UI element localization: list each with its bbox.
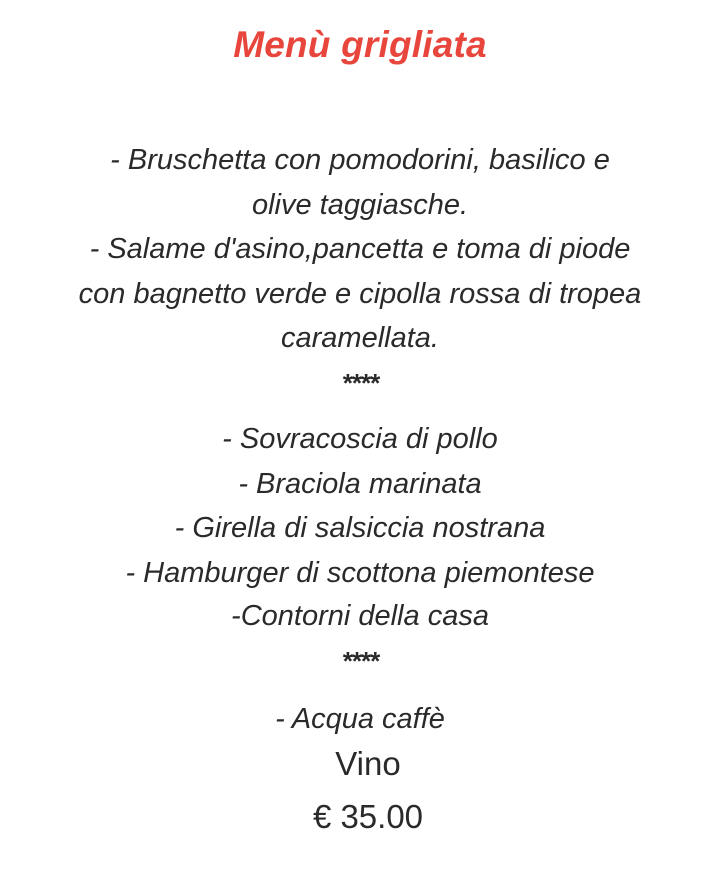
antipasti-line-1: - Bruschetta con pomodorini, basilico e (110, 144, 610, 176)
vino-line: Vino (335, 745, 401, 782)
menu-title: Menù grigliata (233, 24, 487, 65)
grigliata-line-5: -Contorni della casa (231, 600, 489, 632)
antipasti-line-4: con bagnetto verde e cipolla rossa di tropea (78, 278, 642, 310)
separator-2: **** (341, 646, 379, 676)
antipasti-line-3: - Salame d'asino,pancetta e toma di piode (89, 233, 631, 265)
price: € 35.00 (312, 798, 424, 835)
grigliata-line-3: - Girella di salsiccia nostrana (174, 512, 546, 544)
bevande-line: - Acqua caffè (275, 703, 445, 735)
grigliata-line-2: - Braciola marinata (238, 468, 482, 500)
separator-1: **** (341, 368, 379, 398)
antipasti-line-5: caramellata. (281, 322, 439, 354)
grigliata-line-4: - Hamburger di scottona piemontese (125, 557, 595, 589)
antipasti-line-2: olive taggiasche. (251, 189, 469, 221)
grigliata-line-1: - Sovracoscia di pollo (222, 423, 498, 455)
